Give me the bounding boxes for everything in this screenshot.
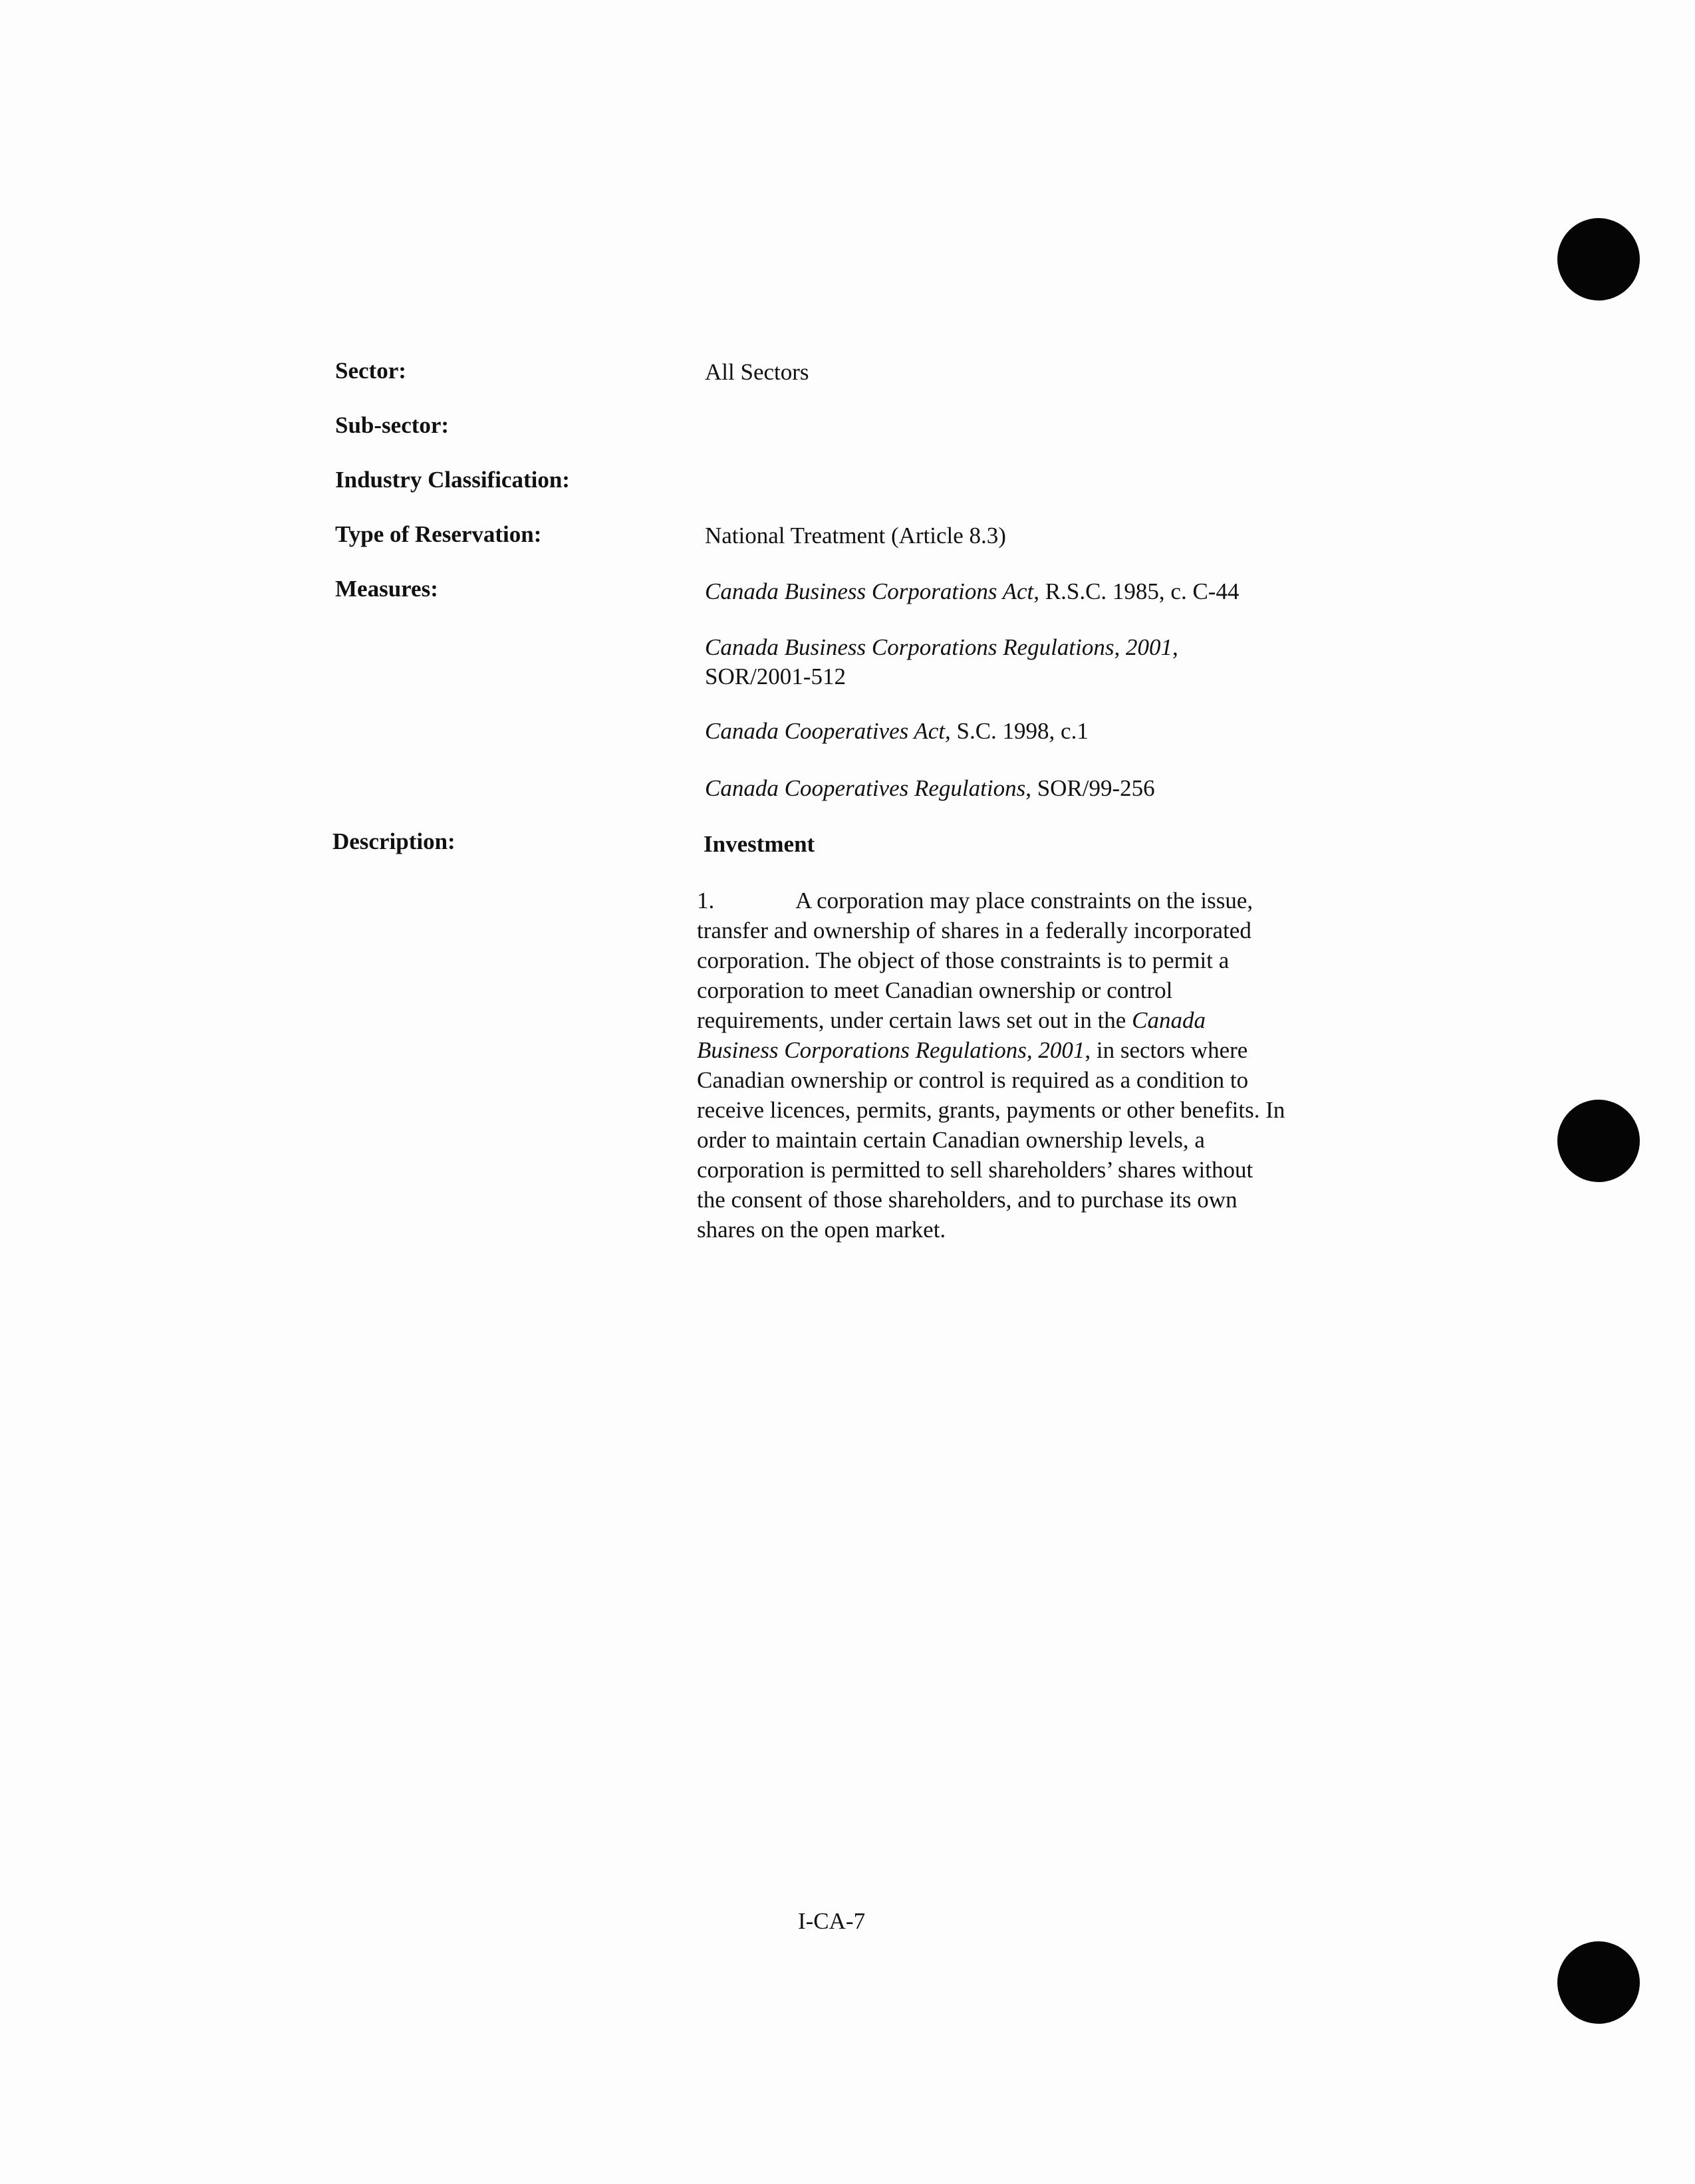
measure-title: Canada Cooperatives Act,	[705, 718, 951, 744]
description-paragraph	[697, 886, 1369, 1245]
measure-title: Canada Business Corporations Act	[705, 578, 1034, 604]
measure-citation: , R.S.C. 1985, c. C-44	[1033, 578, 1239, 604]
paragraph-line: Canadian ownership or control is required as a condition to	[697, 1067, 1249, 1093]
paragraph-line: corporation to meet Canadian ownership or control	[697, 977, 1173, 1003]
paragraph-line: order to maintain certain Canadian ownership levels, a	[697, 1127, 1205, 1153]
paragraph-line: Business Corporations Regulations, 2001, in sectors where	[697, 1037, 1248, 1063]
measure-title: Canada Cooperatives Regulations	[705, 775, 1026, 801]
measure-citation: , SOR/99-256	[1025, 775, 1155, 801]
measure-item	[705, 717, 1089, 746]
paragraph-line: shares on the open market.	[697, 1217, 946, 1243]
page-number: I-CA-7	[798, 1908, 866, 1934]
paragraph-number: 1.	[697, 888, 715, 913]
paragraph-line: requirements, under certain laws set out in the Canada	[697, 1007, 1206, 1033]
paragraph-line: corporation. The object of those constraints is to permit a	[697, 947, 1230, 973]
type-of-reservation-value: National Treatment (Article 8.3)	[705, 523, 1006, 548]
measure-title: Canada Business Corporations Regulations, 2001	[705, 634, 1172, 660]
measure-item	[705, 577, 1239, 606]
punch-hole-icon	[1557, 218, 1640, 301]
measure-citation: S.C. 1998, c.1	[950, 718, 1089, 744]
sector-label: Sector:	[335, 358, 406, 384]
paragraph-line: corporation is permitted to sell shareholders’ shares without	[697, 1157, 1253, 1183]
measures-label: Measures:	[335, 576, 438, 602]
sector-value: All Sectors	[705, 359, 809, 385]
paragraph-line: transfer and ownership of shares in a federally incorporated	[697, 917, 1251, 943]
measure-citation: ,	[1172, 634, 1178, 660]
measure-item	[705, 633, 1178, 662]
punch-hole-icon	[1557, 1941, 1640, 2024]
sub-sector-label: Sub-sector:	[335, 412, 450, 438]
type-of-reservation-label: Type of Reservation:	[335, 521, 542, 547]
measure-citation-continued: SOR/2001-512	[705, 664, 846, 689]
description-heading: Investment	[704, 831, 815, 857]
description-label: Description:	[332, 828, 456, 854]
paragraph-line: 1. A corporation may place constraints on the issue,	[697, 886, 1369, 915]
punch-hole-icon	[1557, 1100, 1640, 1182]
paragraph-line: the consent of those shareholders, and to purchase its own	[697, 1187, 1238, 1213]
paragraph-line: receive licences, permits, grants, payments or other benefits. In	[697, 1097, 1285, 1123]
measure-item	[705, 774, 1155, 803]
industry-classification-label: Industry Classification:	[335, 467, 570, 493]
